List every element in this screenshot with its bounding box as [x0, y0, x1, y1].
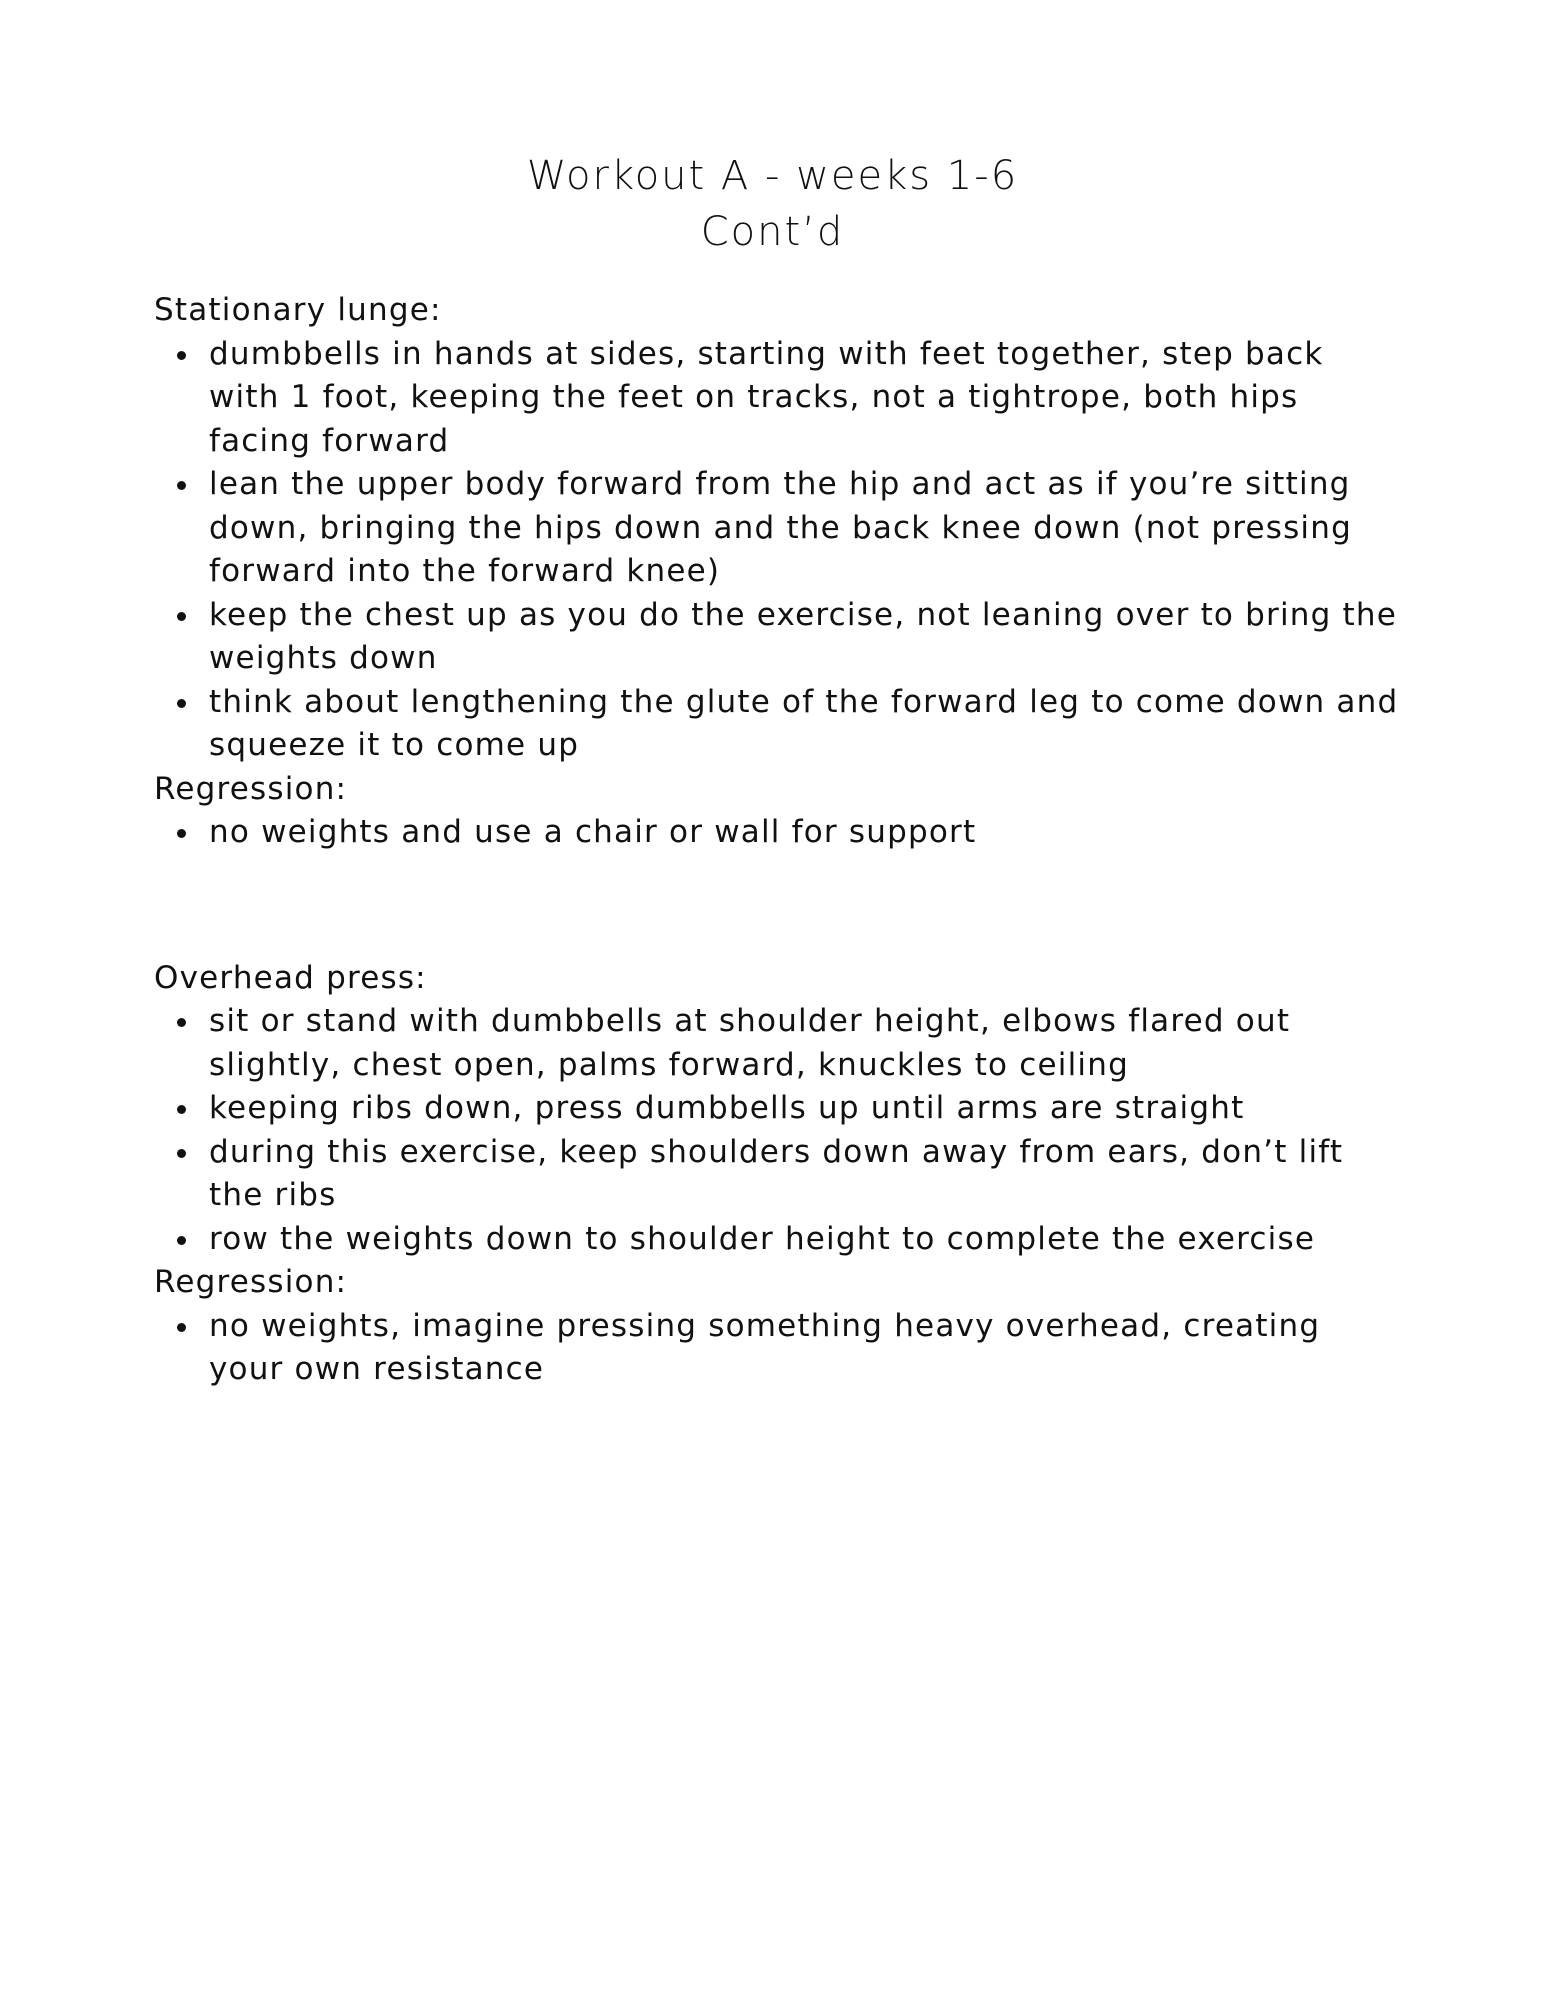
section-heading: Overhead press:: [154, 959, 427, 996]
section-heading: Stationary lunge:: [154, 292, 442, 328]
list-item: sit or stand with dumbbells at shoulder height, elbows flared out slightly, chest open, palms forward, knuckles to ceiling: [209, 1000, 1404, 1087]
section-spacer: [154, 855, 1404, 957]
list-item: row the weights down to shoulder height to complete the exercise: [209, 1218, 1404, 1262]
regression-list: [154, 1305, 1404, 1392]
list-item: during this exercise, keep shoulders down away from ears, don’t lift the ribs: [209, 1131, 1404, 1218]
list-item: think about lengthening the glute of the forward leg to come down and squeeze it to come up: [209, 681, 1404, 768]
list-item: no weights and use a chair or wall for support: [209, 811, 1404, 855]
document-body: [154, 289, 1404, 1392]
list-item: keeping ribs down, press dumbbells up until arms are straight: [209, 1087, 1404, 1131]
list-item: lean the upper body forward from the hip and act as if you’re sitting down, bringing the hips down and the back knee down (not pressing forward into the forward knee): [209, 463, 1404, 594]
regression-heading: Regression:: [154, 1264, 348, 1300]
list-item: keep the chest up as you do the exercise, not leaning over to bring the weights down: [209, 594, 1404, 681]
section-overhead-press: [154, 957, 1404, 1392]
regression-heading: Regression:: [154, 770, 348, 807]
section-stationary-lunge: [154, 289, 1404, 855]
list-item: dumbbells in hands at sides, starting with feet together, step back with 1 foot, keeping the feet on tracks, not a tightrope, both hips facing forward: [209, 333, 1404, 464]
title-line-1: Workout A - weeks 1-6: [526, 153, 1019, 199]
page-title: [0, 148, 1545, 260]
instruction-list: [154, 333, 1404, 768]
regression-list: [154, 811, 1404, 855]
list-item: no weights, imagine pressing something heavy overhead, creating your own resistance: [209, 1305, 1404, 1392]
title-line-2: Cont’d: [700, 209, 845, 255]
instruction-list: [154, 1000, 1404, 1261]
